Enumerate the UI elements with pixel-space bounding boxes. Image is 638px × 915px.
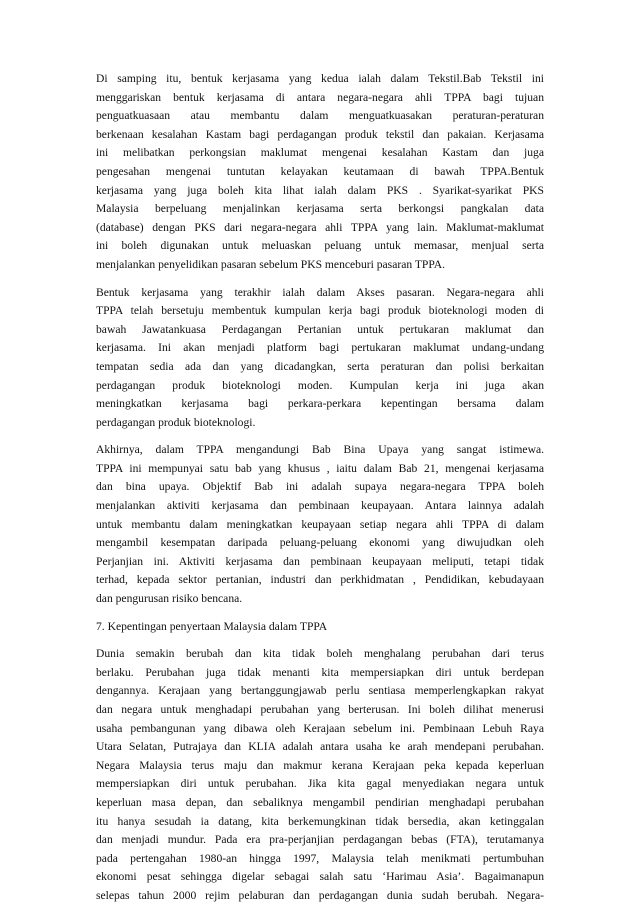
text-line: TPPA ini mempunyai satu bab yang khusus , iaitu dalam Bab 21, mengenai kerjasama — [96, 461, 544, 475]
text-line: pengesahan mengenai tuntutan kelayakan keutamaan di bawah TPPA.Bentuk — [96, 164, 544, 178]
text-line: tempatan sedia ada dan yang dicadangkan, serta peraturan dan polisi berkaitan — [96, 359, 544, 373]
text-line: (database) dengan PKS dari negara-negara ahli TPPA yang lain. Maklumat-maklumat — [96, 220, 544, 234]
text-line: Bentuk kerjasama yang terakhir ialah dalam Akses pasaran. Negara-negara ahli — [96, 285, 544, 299]
paragraph-bina-upaya — [96, 441, 544, 608]
text-line: menjalankan penyelidikan pasaran sebelum PKS menceburi pasaran TPPA. — [96, 257, 446, 271]
text-line: ekonomi pesat sehingga digelar sebagai salah satu ‘Harimau Asia’. Bagaimanapun — [96, 870, 544, 884]
text-line: untuk membantu dalam meningkatkan keupayaan setiap negara ahli TPPA di dalam — [96, 517, 544, 531]
text-line: perdagangan produk bioteknologi. — [96, 415, 256, 429]
text-line: Dunia semakin berubah dan kita tidak boleh menghalang perubahan dari terus — [96, 647, 544, 661]
text-line: Utara Selatan, Putrajaya dan KLIA adalah antara usaha ke arah mendepani perubahan. — [96, 740, 544, 754]
text-line: TPPA telah bersetuju membentuk kumpulan kerja bagi produk bioteknologi moden di — [96, 304, 544, 318]
section-heading-text: 7. Kepentingan penyertaan Malaysia dalam TPPA — [96, 619, 328, 633]
text-line: ini melibatkan perkongsian maklumat mengenai kesalahan Kastam dan juga — [96, 146, 544, 160]
section-heading — [96, 618, 544, 637]
text-line: berkenaan kesalahan Kastam bagi perdagangan produk tekstil dan pakaian. Kerjasama — [96, 127, 544, 141]
text-line: mengambil kesempatan daripada peluang-peluang ekonomi yang diwujudkan oleh — [96, 536, 544, 550]
text-line: dan menjadi mundur. Pada era pra-perjanjian perdagangan bebas (FTA), terutamanya — [96, 833, 544, 847]
paragraph-kerjasama-tekstil — [96, 70, 544, 275]
paragraph-kepentingan — [96, 645, 544, 905]
text-line: dengannya. Kerajaan yang bertanggungjawab perlu sentiasa memperlengkapkan rakyat — [96, 684, 544, 698]
text-line: terhad, kepada sektor pertanian, industri dan perkhidmatan , Pendidikan, kebudayaan — [96, 573, 544, 587]
text-line: menggariskan bentuk kerjasama di antara negara-negara ahli TPPA bagi tujuan — [96, 90, 544, 104]
text-line: Negara Malaysia terus maju dan makmur kerana Kerajaan peka kepada keperluan — [96, 758, 544, 772]
text-line: kerjasama yang juga boleh kita lihat ialah dalam PKS . Syarikat-syarikat PKS — [96, 183, 544, 197]
text-line: meningkatkan kerjasama bagi perkara-perkara kepentingan bersama dalam — [96, 397, 544, 411]
text-line: berlaku. Perubahan juga tidak menanti kita mempersiapkan diri untuk berdepan — [96, 665, 544, 679]
text-line: Akhirnya, dalam TPPA mengandungi Bab Bina Upaya yang sangat istimewa. — [96, 443, 544, 457]
text-line: mempersiapkan diri untuk perubahan. Jika kita gagal menyediakan negara untuk — [96, 777, 544, 791]
text-line: bawah Jawatankuasa Perdagangan Pertanian untuk pertukaran maklumat dan — [96, 322, 544, 336]
text-line: Di samping itu, bentuk kerjasama yang kedua ialah dalam Tekstil.Bab Tekstil ini — [96, 72, 544, 85]
text-line: dan pengurusan risiko bencana. — [96, 592, 243, 606]
text-line: Perjanjian ini. Aktiviti kerjasama dan pembinaan keupayaan meliputi, tetapi tidak — [96, 554, 544, 568]
text-line: pada pertengahan 1980-an hingga 1997, Malaysia telah menikmati pertumbuhan — [96, 851, 544, 865]
text-line: itu hanya sesudah ia datang, kita berkemungkinan tidak bersedia, akan ketinggalan — [96, 814, 544, 828]
paragraph-akses-pasaran — [96, 284, 544, 433]
text-line: penguatkuasaan atau membantu dalam menguatkuasakan peraturan-peraturan — [96, 109, 544, 123]
text-line: usaha pembangunan yang dibawa oleh Kerajaan sebelum ini. Pembinaan Lebuh Raya — [96, 721, 544, 735]
text-line: keperluan masa depan, dan sebaliknya mengambil pendirian menghadapi perubahan — [96, 795, 544, 809]
document-body — [96, 70, 544, 915]
text-line: dan bina upaya. Objektif Bab ini adalah supaya negara-negara TPPA boleh — [96, 480, 544, 494]
text-line: perdagangan produk bioteknologi moden. Kumpulan kerja ini juga akan — [96, 378, 544, 392]
text-line: kerjasama. Ini akan menjadi platform bagi pertukaran maklumat undang-undang — [96, 341, 544, 355]
text-line: dan negara untuk menghadapi perubahan yang berterusan. Ini boleh dilihat menerusi — [96, 703, 544, 716]
text-line: selepas tahun 2000 rejim pelaburan dan perdagangan dunia sudah berubah. Negara- — [96, 888, 544, 902]
text-line: Malaysia berpeluang menjalinkan kerjasama serta berkongsi pangkalan data — [96, 202, 544, 216]
text-line: menjalankan aktiviti kerjasama dan pembinaan keupayaan. Antara lainnya adalah — [96, 499, 544, 513]
text-line: ini boleh digunakan untuk meluaskan peluang untuk memasar, menjual serta — [96, 239, 544, 253]
